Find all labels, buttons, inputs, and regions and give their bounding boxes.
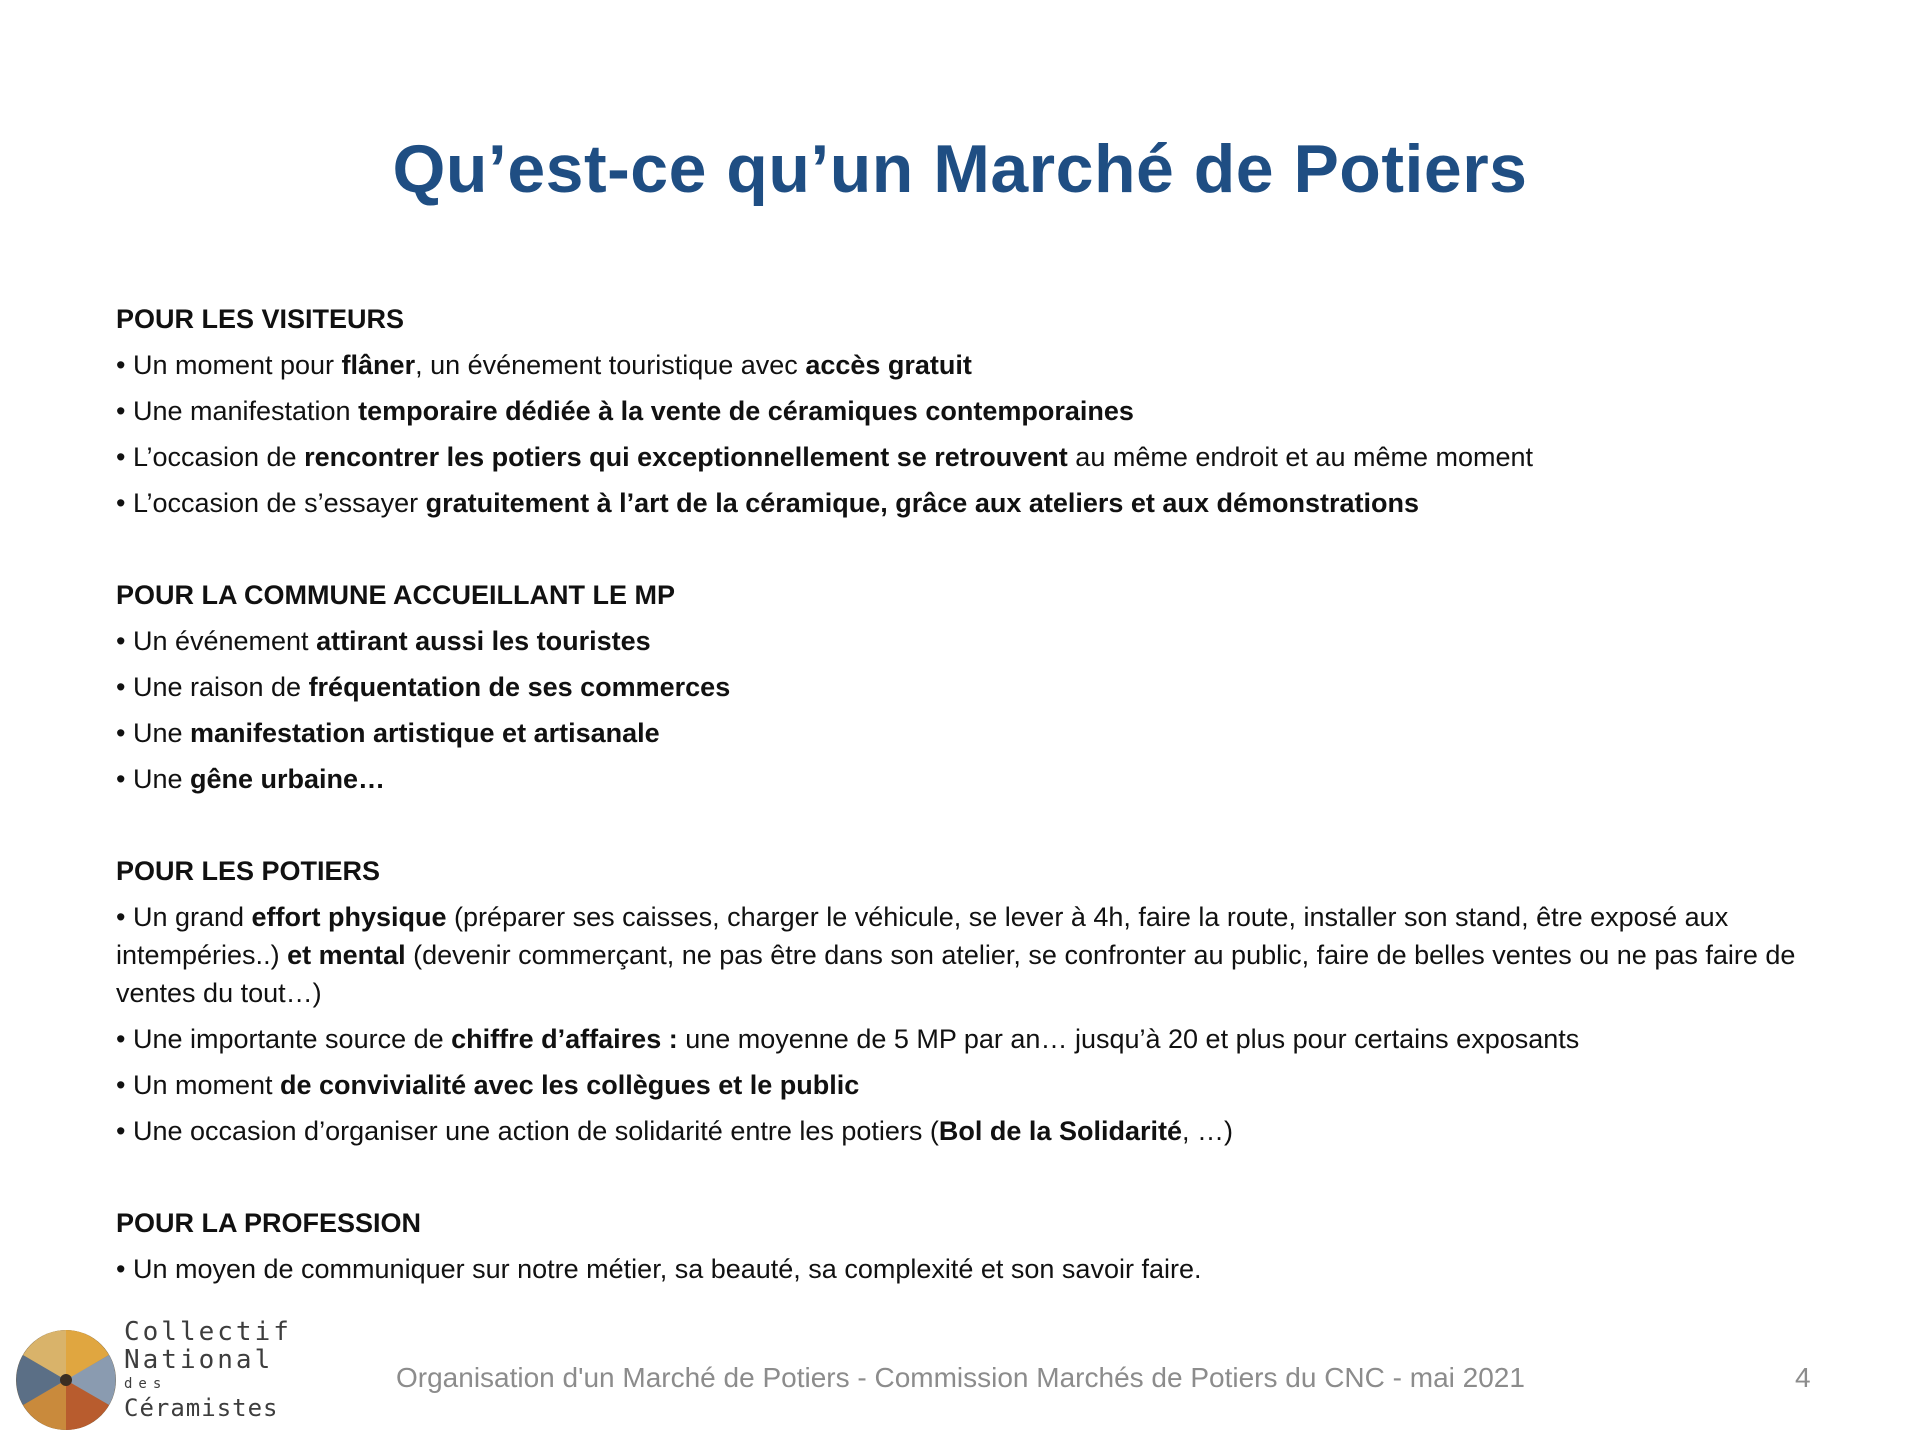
bullet-item	[116, 388, 1816, 434]
bold-text: de convivialité avec les collègues et le public	[280, 1070, 860, 1100]
text: une moyenne de 5 MP par an… jusqu’à 20 et plus pour certains exposants	[677, 1024, 1580, 1054]
bold-text: fréquentation de ses commerces	[308, 672, 731, 702]
bullet-item	[116, 1062, 1816, 1108]
bold-text: flâner	[341, 350, 416, 380]
text: , un événement touristique avec	[415, 350, 806, 380]
bullet-item	[116, 710, 1816, 756]
bold-text: Bol de la Solidarité	[938, 1116, 1182, 1146]
logo-line-2: National	[124, 1345, 274, 1375]
text: • Une importante source de	[116, 1024, 452, 1054]
bold-text: et mental	[287, 940, 406, 970]
bullet-item	[116, 664, 1816, 710]
text: • Une manifestation	[116, 396, 359, 426]
section	[116, 1200, 1816, 1292]
bold-text: gêne urbaine…	[190, 764, 386, 794]
section	[116, 848, 1816, 1154]
bold-text: gratuitement à l’art de la céramique, grâce aux ateliers et aux démonstrations	[425, 488, 1419, 518]
text: (devenir commerçant, ne pas être dans son atelier, se confronter au public, faire de belles ventes ou ne pas faire de ventes du tout…)	[116, 940, 1796, 1008]
bullet-item	[116, 342, 1816, 388]
text: • Une raison de	[116, 672, 309, 702]
section-heading: POUR LA PROFESSION	[116, 1208, 422, 1238]
bullet-item	[116, 756, 1816, 802]
logo-line-4: Céramistes	[124, 1394, 279, 1422]
page-number: 4	[1795, 1362, 1811, 1393]
text: • Une	[116, 764, 190, 794]
bold-text: rencontrer les potiers qui exceptionnellement se retrouvent	[304, 442, 1068, 472]
text: , …)	[1181, 1116, 1233, 1146]
text: • Un moyen de communiquer sur notre métier, sa beauté, sa complexité et son savoir faire.	[116, 1254, 1202, 1284]
logo-line-1: Collectif	[124, 1317, 292, 1347]
text: • Une occasion d’organiser une action de solidarité entre les potiers (	[116, 1116, 939, 1146]
text: au même endroit et au même moment	[1067, 442, 1534, 472]
section	[116, 296, 1816, 526]
text: • Un événement	[116, 626, 317, 656]
slide-content	[116, 296, 1816, 1292]
bullet-item	[116, 1108, 1816, 1154]
ceramic-plate-logo-icon	[14, 1318, 120, 1436]
logo-wordmark	[124, 1317, 292, 1422]
bold-text: attirant aussi les touristes	[316, 626, 651, 656]
section	[116, 572, 1816, 802]
footer-text: Organisation d'un Marché de Potiers - Commission Marchés de Potiers du CNC - mai 2021	[396, 1362, 1525, 1393]
text: • L’occasion de	[116, 442, 305, 472]
section-heading: POUR LA COMMUNE ACCUEILLANT LE MP	[116, 580, 675, 610]
section-heading: POUR LES VISITEURS	[116, 304, 405, 334]
text: • Une	[116, 718, 190, 748]
section-heading: POUR LES POTIERS	[116, 856, 381, 886]
bold-text: chiffre d’affaires :	[451, 1024, 678, 1054]
bullet-item	[116, 1016, 1816, 1062]
text: • Un moment	[116, 1070, 281, 1100]
bold-text: manifestation artistique et artisanale	[190, 718, 660, 748]
bullet-item	[116, 894, 1816, 1016]
bold-text: effort physique	[251, 902, 447, 932]
bullet-item	[116, 1246, 1816, 1292]
text: (préparer ses caisses, charger le véhicule, se lever à 4h, faire la route, installer son stand, être exposé aux intempéries..)	[116, 902, 1729, 970]
text: • L’occasion de s’essayer	[116, 488, 426, 518]
bold-text: accès gratuit	[805, 350, 972, 380]
logo-line-3: des	[124, 1376, 168, 1392]
bullet-item	[116, 618, 1816, 664]
cnc-logo	[14, 1317, 292, 1436]
text: • Un grand	[116, 902, 252, 932]
bullet-item	[116, 480, 1816, 526]
slide-title: Qu’est-ce qu’un Marché de Potiers	[392, 131, 1528, 207]
text: • Un moment pour	[116, 350, 342, 380]
bullet-item	[116, 434, 1816, 480]
bold-text: temporaire dédiée à la vente de céramiques contemporaines	[358, 396, 1134, 426]
